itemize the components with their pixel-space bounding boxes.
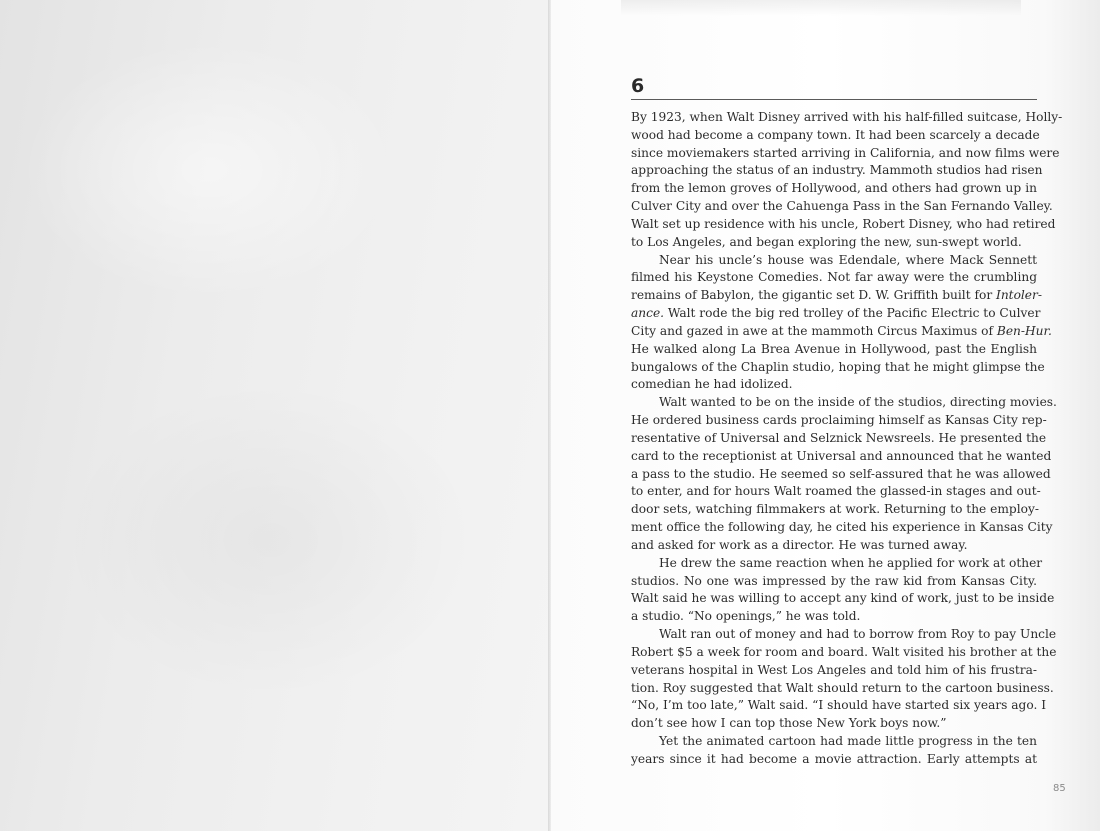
text-line: He walked along La Brea Avenue in Hollywood, past the English [631,341,1037,356]
text-line: “No, I’m too late,” Walt said. “I should have started six years ago. I [631,698,1047,713]
text-line: Culver City and over the Cahuenga Pass in the San Fernando Valley. [631,199,1053,214]
page-edge-shadow [621,0,1021,16]
text-line: He drew the same reaction when he applied for work at other [659,555,1043,570]
text-line: Yet the animated cartoon had made little progress in the ten [659,733,1037,748]
text-line: a pass to the studio. He seemed so self-assured that he was allowed [631,466,1051,481]
text-line: comedian he had idolized. [631,377,793,392]
text-line: resentative of Universal and Selznick Newsreels. He presented the [631,430,1047,445]
left-page-blank [0,0,549,831]
paper-texture [20,40,400,300]
text-line: from the lemon groves of Hollywood, and others had grown up in [631,181,1037,196]
text-line: veterans hospital in West Los Angeles and told him of his frustra- [631,662,1037,677]
text-line: He ordered business cards proclaiming himself as Kansas City rep- [631,413,1047,428]
chapter-number: 6 [631,75,645,97]
text-line: Walt said he was willing to accept any kind of work, just to be inside [631,591,1055,606]
text-line: tion. Roy suggested that Walt should return to the cartoon business. [631,680,1054,695]
text-line: remains of Babylon, the gigantic set D. W. Griffith built for Intoler- [631,288,1042,303]
text-line: By 1923, when Walt Disney arrived with his half-filled suitcase, Holly- [631,110,1063,124]
text-line: City and gazed in awe at the mammoth Circus Maximus of Ben-Hur. [631,323,1052,338]
text-line: door sets, watching filmmakers at work. Returning to the employ- [631,502,1039,517]
paper-texture [60,380,480,700]
text-line: Walt ran out of money and had to borrow from Roy to pay Uncle [659,627,1057,642]
text-line: card to the receptionist at Universal and announced that he wanted [631,448,1052,463]
text-line: don’t see how I can top those New York boys now.” [631,716,947,731]
text-line: to enter, and for hours Walt roamed the glassed-in stages and out- [631,484,1041,499]
body-text [631,109,1063,769]
text-line: Robert $5 a week for room and board. Walt visited his brother at the [631,644,1057,659]
page-number: 85 [1053,783,1066,794]
text-line: Near his uncle’s house was Edendale, where Mack Sennett [659,252,1037,267]
text-line: filmed his Keystone Comedies. Not far away were the crumbling [631,270,1037,285]
text-line: a studio. “No openings,” he was told. [631,609,861,624]
text-line: since moviemakers started arriving in California, and now films were [631,145,1060,160]
text-line: approaching the status of an industry. Mammoth studios had risen [631,163,1043,178]
text-line: Walt wanted to be on the inside of the studios, directing movies. [659,395,1057,410]
text-line: and asked for work as a director. He was turned away. [631,537,968,552]
text-line: bungalows of the Chaplin studio, hoping that he might glimpse the [631,359,1045,374]
text-line: ance. Walt rode the big red trolley of the Pacific Electric to Culver [631,306,1041,321]
text-line: studios. No one was impressed by the raw kid from Kansas City. [631,573,1037,588]
text-line: ment office the following day, he cited his experience in Kansas City [631,520,1053,535]
text-line: to Los Angeles, and began exploring the new, sun-swept world. [631,234,1022,249]
right-page [551,0,1100,831]
text-line: wood had become a company town. It had been scarcely a decade [631,127,1040,142]
text-line: Walt set up residence with his uncle, Robert Disney, who had retired [631,216,1056,231]
chapter-rule [631,99,1037,100]
text-line: years since it had become a movie attraction. Early attempts at [631,751,1037,766]
